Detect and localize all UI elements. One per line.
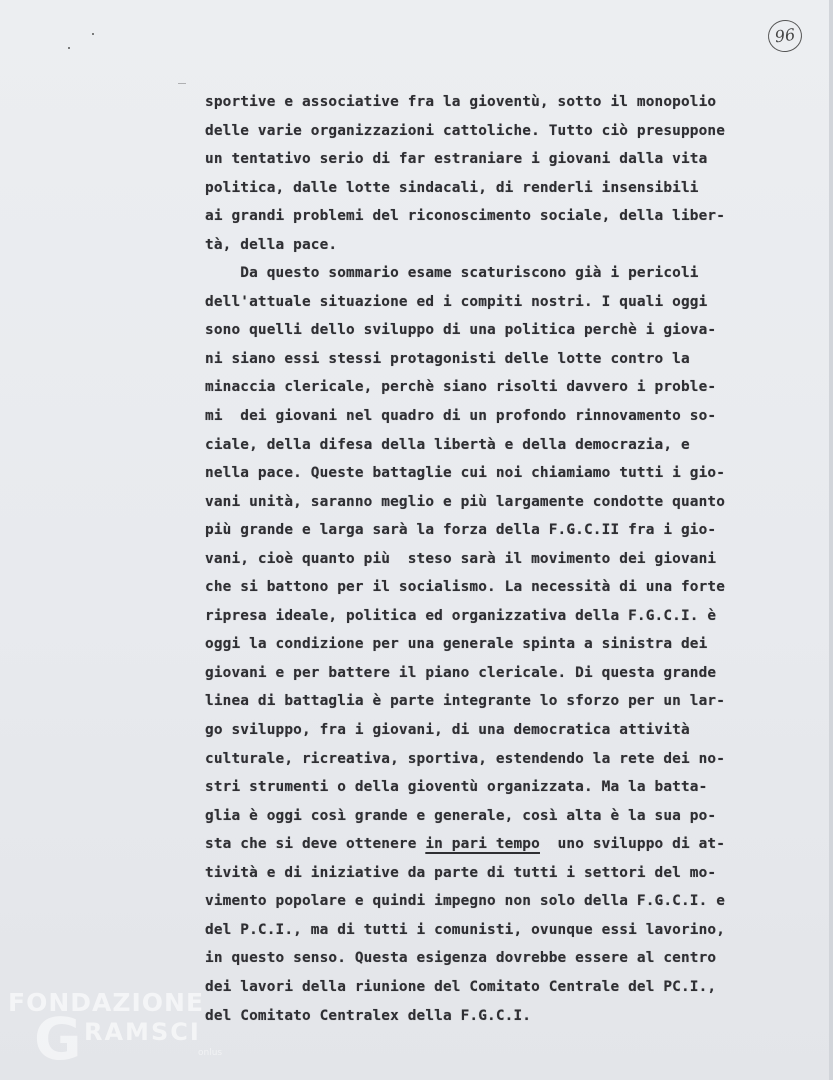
text-line: vimento popolare e quindi impegno non solo della F.G.C.I. e [205,893,726,910]
line-end: uno sviluppo di at- [539,836,726,853]
text-line: dei lavori della riunione del Comitato Centrale del PC.I., [205,978,717,995]
text-line: delle varie organizzazioni cattoliche. Tutto ciò presuppone [205,122,726,139]
watermark-line2: RAMSCI [84,1018,201,1046]
text-line: minaccia clericale, perchè siano risolti davvero i proble- [205,379,717,396]
ink-speck [68,47,70,49]
text-line: un tentativo serio di far estraniare i giovani dalla vita [205,151,708,168]
text-line: sportive e associative fra la gioventù, sotto il monopolio [205,94,717,110]
text-line: Da questo sommario esame scaturiscono già i pericoli [205,265,699,282]
text-line: del P.C.I., ma di tutti i comunisti, ovunque essi lavorino, [205,921,726,938]
text-line: linea di battaglia è parte integrante lo sforzo per un lar- [205,693,726,710]
typewritten-text [205,88,805,1030]
watermark-small: onlus [198,1048,223,1058]
text-line: ni siano essi stessi protagonisti delle lotte contro la [205,350,690,367]
text-line: nella pace. Queste battaglie cui noi chiamiamo tutti i gio- [205,465,726,482]
watermark-line1: FONDAZIONE [8,988,205,1017]
fondazione-gramsci-watermark [8,988,238,1080]
text-line: go sviluppo, fra i giovani, di una democratica attività [205,722,690,739]
text-line: sono quelli dello sviluppo di una politica perchè i giova- [205,322,717,339]
underlined-phrase: in pari tempo [425,836,540,853]
text-line: ripresa ideale, politica ed organizzativa della F.G.C.I. è [205,607,717,624]
text-line: vani, cioè quanto più steso sarà il movimento dei giovani [205,550,717,567]
ink-speck [178,83,186,84]
text-line: più grande e larga sarà la forza della F.G.C.II fra i gio- [205,522,717,539]
page-number: 96 [766,18,804,54]
text-line: che si battono per il socialismo. La necessità di una forte [205,579,726,596]
text-line: vani unità, saranno meglio e più largamente condotte quanto [205,493,726,510]
text-line: ciale, della difesa della libertà e della democrazia, e [205,436,690,453]
text-line: tà, della pace. [205,236,338,253]
watermark-g-letter: G [34,1005,82,1073]
text-line: ai grandi problemi del riconoscimento sociale, della liber- [205,208,726,225]
text-line: giovani e per battere il piano clericale. Di questa grande [205,664,717,681]
text-line: in questo senso. Questa esigenza dovrebbe essere al centro [205,950,717,967]
line-start: sta che si deve ottenere [205,836,426,853]
text-line: glia è oggi così grande e generale, così alta è la sua po- [205,807,717,824]
text-line-with-underline [205,830,805,859]
text-line: politica, dalle lotte sindacali, di renderli insensibili [205,179,699,196]
ink-speck [92,33,94,35]
text-line: stri strumenti o della gioventù organizzata. Ma la batta- [205,779,708,796]
text-line: dell'attuale situazione ed i compiti nostri. I quali oggi [205,293,708,310]
text-line: tività e di iniziative da parte di tutti i settori del mo- [205,864,717,881]
page-edge [829,0,833,1080]
text-line: oggi la condizione per una generale spinta a sinistra dei [205,636,708,653]
text-line: mi dei giovani nel quadro di un profondo rinnovamento so- [205,408,717,425]
text-line: culturale, ricreativa, sportiva, estendendo la rete dei no- [205,750,726,767]
text-line: del Comitato Centralex della F.G.C.I. [205,1007,532,1024]
